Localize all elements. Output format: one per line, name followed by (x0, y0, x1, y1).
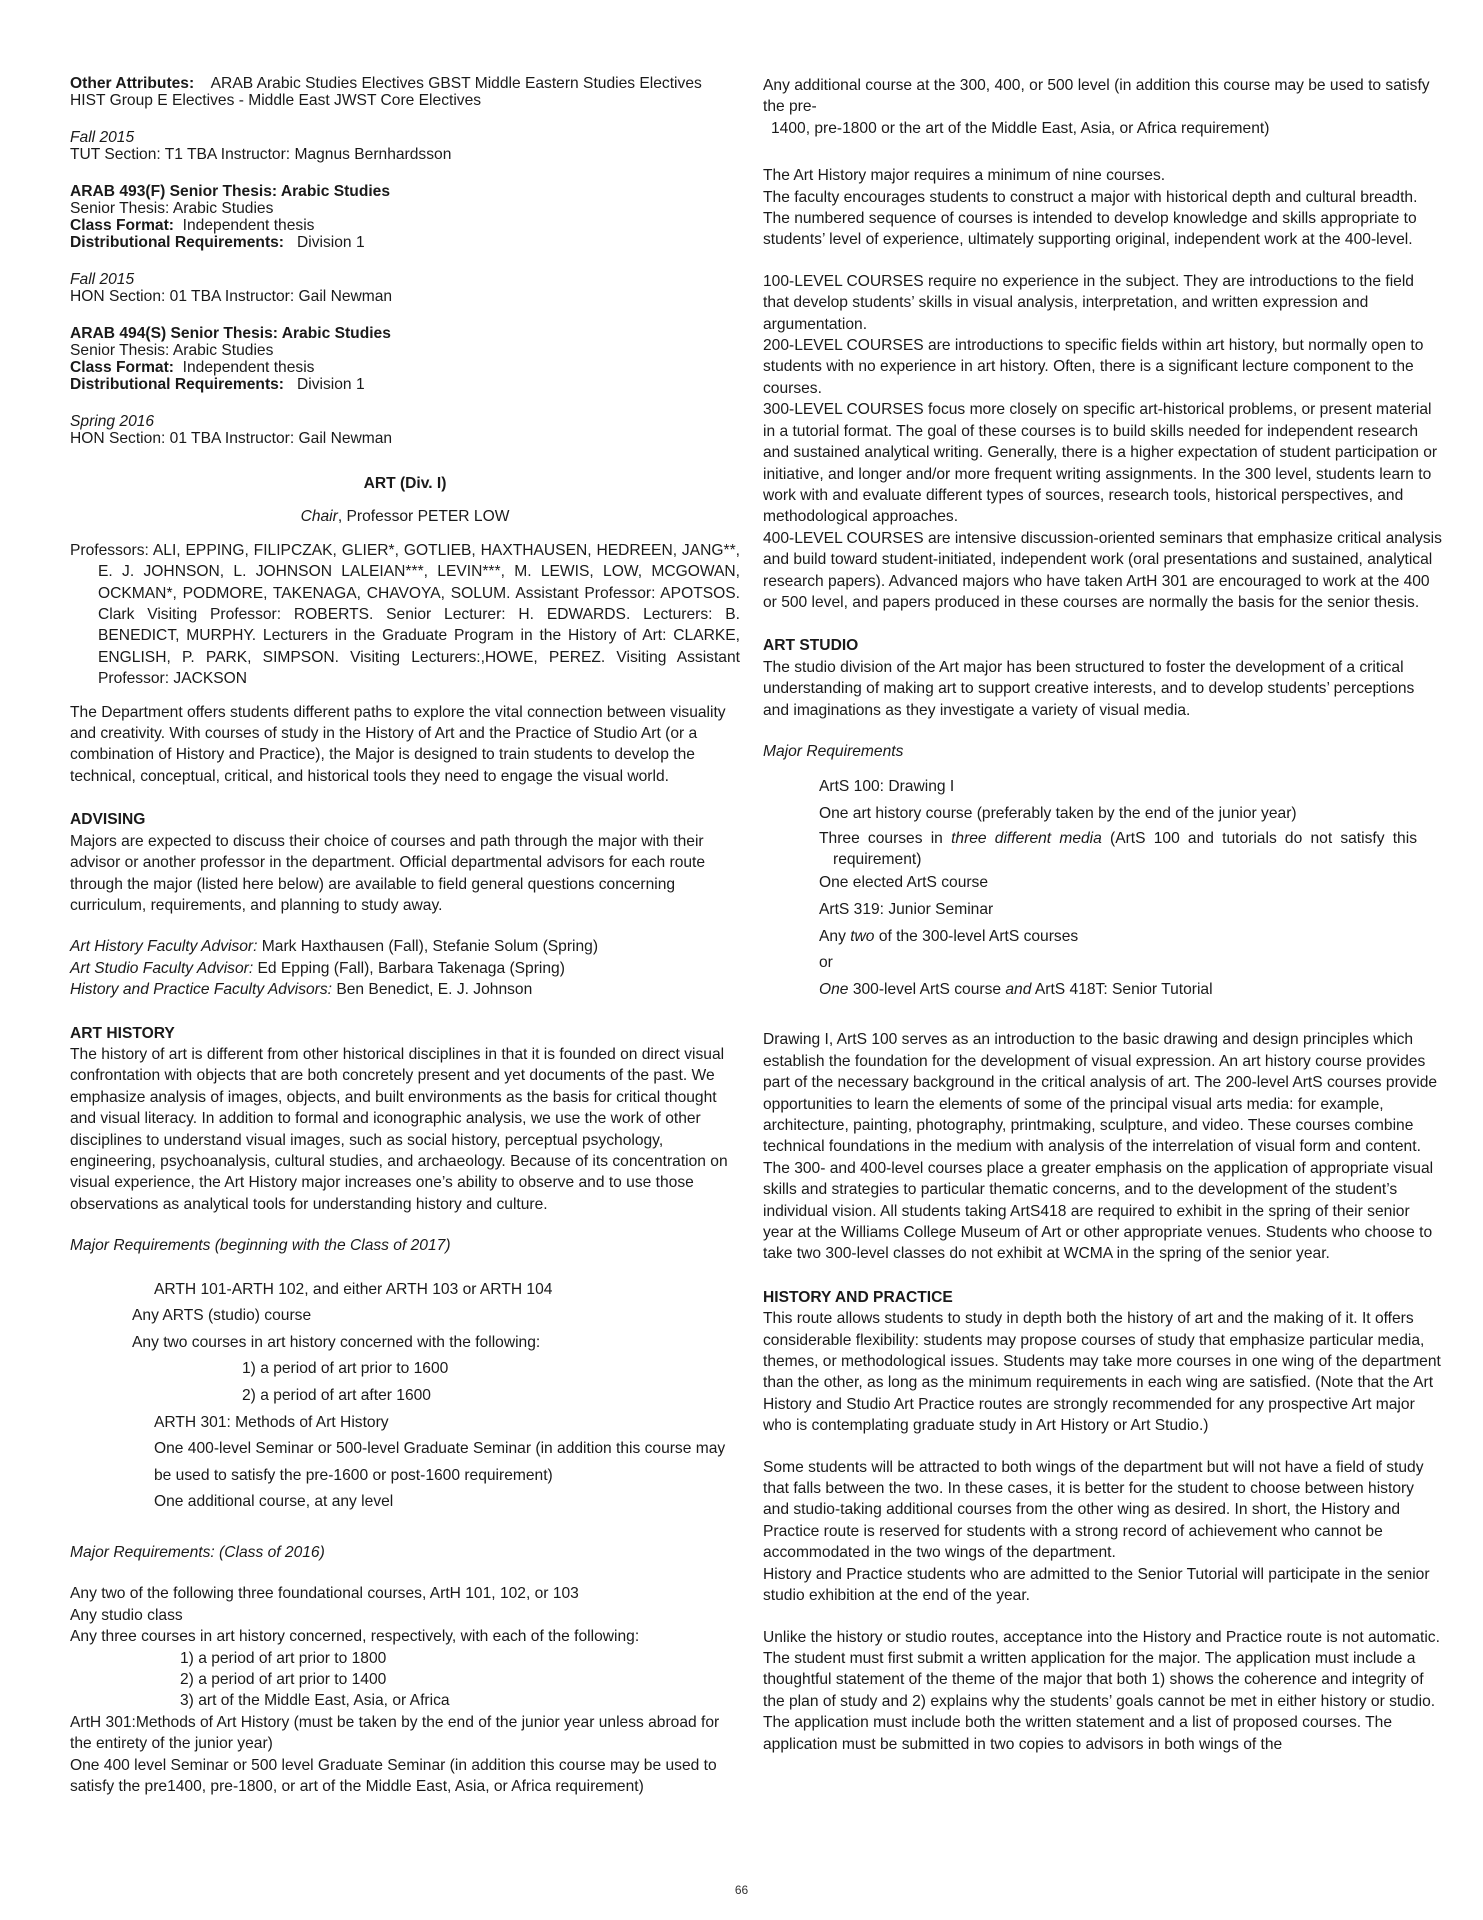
section-listing (70, 129, 740, 163)
section-info: HON Section: 01 TBA Instructor: Gail Newman (70, 288, 393, 305)
other-attributes-line2: HIST Group E Electives - Middle East JWST Core Electives (70, 92, 482, 109)
advisor-history-practice: History and Practice Faculty Advisors: Ben Benedict, E. J. Johnson (70, 981, 533, 999)
level-200-text: 200-LEVEL COURSES are introductions to specific fields within art history, but normally open to students with no experience in art history. Often, there is a significant lecture component to the courses. (763, 337, 1424, 397)
other-attributes (70, 75, 740, 109)
list-item: One art history course (preferably taken by the end of the junior year) (819, 804, 1297, 822)
department-heading: ART (Div. I) (363, 475, 447, 492)
department-intro: The Department offers students different paths to explore the vital connection between visuality and creativity. With courses of study in the History of Art and the Practice of Studio Art (or a combination of History and Practice), the Major is designed to train students to develop the technical, conceptual, critical, and historical tools they need to engage the visual world. (70, 703, 726, 785)
course-subtitle: Senior Thesis: Arabic Studies (70, 200, 274, 217)
list-item: Any two of the following three foundational courses, ArtH 101, 102, or 103 (70, 1585, 579, 1603)
list-item: ARTH 101-ARTH 102, and either ARTH 103 or ARTH 104 (154, 1280, 553, 1298)
course-arab-493 (70, 183, 740, 305)
drawing-text: Drawing I, ArtS 100 serves as an introduction to the basic drawing and design principles which establish the foundation for the development of visual expression. An art history course provides part of the necessary background in the critical analysis of art. The 200-level ArtS courses provide opportunities to learn the elements of some of the principal visual arts media: for example, architecture, painting, photography, printmaking, sculpture, and video. These courses combine technical foundations in the medium with analysis of the interrelation of visual form and content. The 300- and 400-level courses place a greater emphasis on the application of appropriate visual skills and strategies to particular thematic concerns, and to the development of the student’s individual vision. All students taking ArtS418 are required to exhibit in the spring of their senior year at the Williams College Museum of Art or other appropriate venues. Students who choose to take two 300-level classes do not exhibit at WCMA in the spring of the senior year. (763, 1031, 1438, 1263)
advisor-art-studio: Art Studio Faculty Advisor: Ed Epping (Fall), Barbara Takenaga (Spring) (70, 959, 565, 977)
advising-heading: ADVISING (70, 811, 146, 829)
faculty-list: Professors: ALI, EPPING, FILIPCZAK, GLIER*, GOTLIEB, HAXTHAUSEN, HEDREEN, JANG**, E. J. JOHNSON, L. JOHNSON LALEIAN***, LEVIN***, M. LEWIS, LOW, MCGOWAN, OCKMAN*, PODMORE, TAKENAGA, CHAVOYA, SOLUM. Assistant Professor: APOTSOS. Clark Visiting Professor: ROBERTS. Senior Lecturer: H. EDWARDS. Lecturers: B. BENEDICT, MURPHY. Lecturers in the Graduate Program in the History of Art: CLARKE, ENGLISH, P. PARK, SIMPSON. Visiting Lecturers:,HOWE, PEREZ. Visiting Assistant Professor: JACKSON (70, 541, 740, 688)
requirements-2016-list (70, 1583, 740, 1797)
list-item: Three courses in three different media (ArtS 100 and tutorials do not satisfy this requirement) (819, 829, 1417, 868)
other-attributes-line1: ARAB Arabic Studies Electives GBST Middle Eastern Studies Electives (210, 75, 702, 92)
history-practice-p2: Some students will be attracted to both wings of the department but will not have a field of study that falls between the two. In these cases, it is better for the student to choose between history and studio-taking additional courses from the other wing as desired. In short, the History and Practice route is reserved for students with a strong record of achievement who cannot be accommodated in the two wings of the department. (763, 1458, 1424, 1562)
list-item: One additional course, at any level (154, 1493, 394, 1511)
list-item: 1) a period of art prior to 1800 (180, 1649, 387, 1667)
department-chair: Chair, Professor PETER LOW (300, 508, 510, 526)
course-title: ARAB 493(F) Senior Thesis: Arabic Studies (70, 183, 391, 200)
requirements-2016-heading: Major Requirements: (Class of 2016) (70, 1543, 325, 1561)
list-item: One 300-level ArtS course and ArtS 418T: Senior Tutorial (819, 980, 1213, 998)
list-item: One 400 level Seminar or 500 level Graduate Seminar (in addition this course may be used to satisfy the pre1400, pre-1800, or art of the Middle East, Asia, or Africa requirement) (70, 1756, 717, 1795)
right-column (763, 75, 1443, 1755)
list-item: 2) a period of art prior to 1400 (180, 1670, 387, 1688)
history-practice-p1: This route allows students to study in depth both the history of art and the making of it. It offers considerable flexibility: students may propose courses of study that emphasize particular media, themes, or methodological issues. Students may take more courses in one wing of the department than the other, as long as the minimum requirements in each wing are satisfied. (Note that the Art History and Studio Art Practice routes are strongly recommended for any prospective Art major who is contemplating graduate study in Art History or Art Studio.) (763, 1310, 1441, 1435)
term-label: Fall 2015 (70, 271, 135, 288)
history-practice-p4: Unlike the history or studio routes, acceptance into the History and Practice route is not automatic. The student must first submit a written application for the major. The application must include a thoughtful statement of the theme of the major that both 1) shows the coherence and integrity of the plan of study and 2) explains why the students’ goals cannot be met in either history or studio. The application must include both the written statement and a list of proposed courses. The application must be submitted in two copies to advisors in both wings of the (763, 1628, 1440, 1753)
studio-requirements-heading: Major Requirements (763, 742, 904, 760)
level-300-text: 300-LEVEL COURSES focus more closely on specific art-historical problems, or present material in a tutorial format. The goal of these courses is to build skills needed for independent research and sustained analytical writing. Generally, there is a higher expectation of student participation or initiative, and longer and/or more frequent writing assignments. In the 300 level, students learn to work with and evaluate different types of sources, research tools, historical perspectives, and methodological approaches. (763, 401, 1438, 526)
history-practice-heading: HISTORY AND PRACTICE (763, 1288, 953, 1306)
list-item: 2) a period of art after 1600 (242, 1386, 431, 1404)
art-history-heading: ART HISTORY (70, 1024, 175, 1042)
list-item: Any three courses in art history concerned, respectively, with each of the following: (70, 1628, 640, 1646)
advisor-list (70, 936, 740, 1000)
list-item: One 400-level Seminar or 500-level Graduate Seminar (in addition this course may be used to satisfy the pre-1600 or post-1600 requirement) (154, 1440, 726, 1484)
requirements-2017-heading: Major Requirements (beginning with the Class of 2017) (70, 1237, 451, 1255)
continued-requirement-2: 1400, pre-1800 or the art of the Middle East, Asia, or Africa requirement) (771, 119, 1270, 137)
faculty-encourages: The faculty encourages students to construct a major with historical depth and cultural breadth. The numbered sequence of courses is intended to develop knowledge and skills appropriate to students’ level of experience, ultimately supporting original, independent work at the 400-level. (763, 188, 1418, 249)
class-format: Class Format: Independent thesis (70, 217, 315, 234)
level-400-text: 400-LEVEL COURSES are intensive discussion-oriented seminars that emphasize critical analysis and build toward student-initiated, independent work (oral presentations and sustained, analytical research papers). Advanced majors who have taken ArtH 301 are encouraged to work at the 400 or 500 level, and papers produced in these courses are normally the basis for the senior thesis. (763, 529, 1442, 611)
list-item: 3) art of the Middle East, Asia, or Africa (180, 1692, 450, 1710)
list-item: ARTH 301: Methods of Art History (154, 1413, 389, 1431)
list-item: Any ARTS (studio) course (132, 1307, 312, 1325)
list-item: Any two of the 300-level ArtS courses (819, 927, 1079, 945)
course-arab-494 (70, 325, 740, 447)
course-title: ARAB 494(S) Senior Thesis: Arabic Studies (70, 325, 391, 342)
requirements-2017-list (70, 1277, 740, 1516)
other-attributes-label: Other Attributes: (70, 75, 195, 92)
distributional-requirements: Distributional Requirements: Division 1 (70, 376, 365, 393)
list-item: ArtS 319: Junior Seminar (819, 900, 994, 918)
art-studio-heading: ART STUDIO (763, 637, 859, 655)
studio-requirements-list (763, 774, 1443, 1003)
class-format: Class Format: Independent thesis (70, 359, 315, 376)
art-studio-text: The studio division of the Art major has been structured to foster the development of a critical understanding of making art to support creative interests, and to develop students’ perceptions and imaginations as they investigate a variety of visual media. (763, 658, 1415, 719)
continued-requirement: Any additional course at the 300, 400, or 500 level (in addition this course may be used to satisfy the pre- (763, 77, 1430, 116)
left-column (70, 75, 740, 1797)
list-item: 1) a period of art prior to 1600 (242, 1360, 449, 1378)
minimum-courses: The Art History major requires a minimum of nine courses. (763, 167, 1166, 185)
list-item: ArtH 301:Methods of Art History (must be taken by the end of the junior year unless abroad for the entirety of the junior year) (70, 1713, 720, 1753)
distributional-requirements: Distributional Requirements: Division 1 (70, 234, 365, 251)
art-history-text: The history of art is different from other historical disciplines in that it is founded on direct visual confrontation with objects that are both concretely present and yet documents of the past. We emphasize analysis of images, objects, and built environments as the basis for critical thought and visual literacy. In addition to formal and iconographic analysis, we use the work of other disciplines to understand visual images, such as social history, perceptual psychology, engineering, psychoanalysis, cultural studies, and archaeology. Because of its concentration on visual experience, the Art History major increases one’s ability to observe and to use those observations as analytical tools for understanding history and culture. (70, 1045, 728, 1213)
section-info: HON Section: 01 TBA Instructor: Gail Newman (70, 430, 393, 447)
list-item: or (819, 954, 833, 972)
advisor-art-history: Art History Faculty Advisor: Mark Haxthausen (Fall), Stefanie Solum (Spring) (70, 938, 599, 956)
list-item: ArtS 100: Drawing I (819, 778, 955, 796)
level-100-text: 100-LEVEL COURSES require no experience in the subject. They are introductions to the field that develop students’ skills in visual analysis, interpretation, and written expression and argumentation. (763, 272, 1414, 333)
list-item: Any studio class (70, 1606, 183, 1624)
list-item: One elected ArtS course (819, 874, 989, 892)
page-number: 66 (734, 1883, 749, 1897)
advising-text: Majors are expected to discuss their choice of courses and path through the major with their advisor or another professor in the department. Official departmental advisors for each route through the major (listed here below) are available to field general questions concerning curriculum, requirements, and planning to study away. (70, 832, 706, 914)
term-label: Fall 2015 (70, 129, 135, 146)
course-subtitle: Senior Thesis: Arabic Studies (70, 342, 274, 359)
history-practice-p3: History and Practice students who are admitted to the Senior Tutorial will participate in the senior studio exhibition at the end of the year. (763, 1565, 1430, 1605)
section-info: TUT Section: T1 TBA Instructor: Magnus Bernhardsson (70, 146, 452, 163)
term-label: Spring 2016 (70, 413, 155, 430)
list-item: Any two courses in art history concerned with the following: (132, 1333, 541, 1351)
